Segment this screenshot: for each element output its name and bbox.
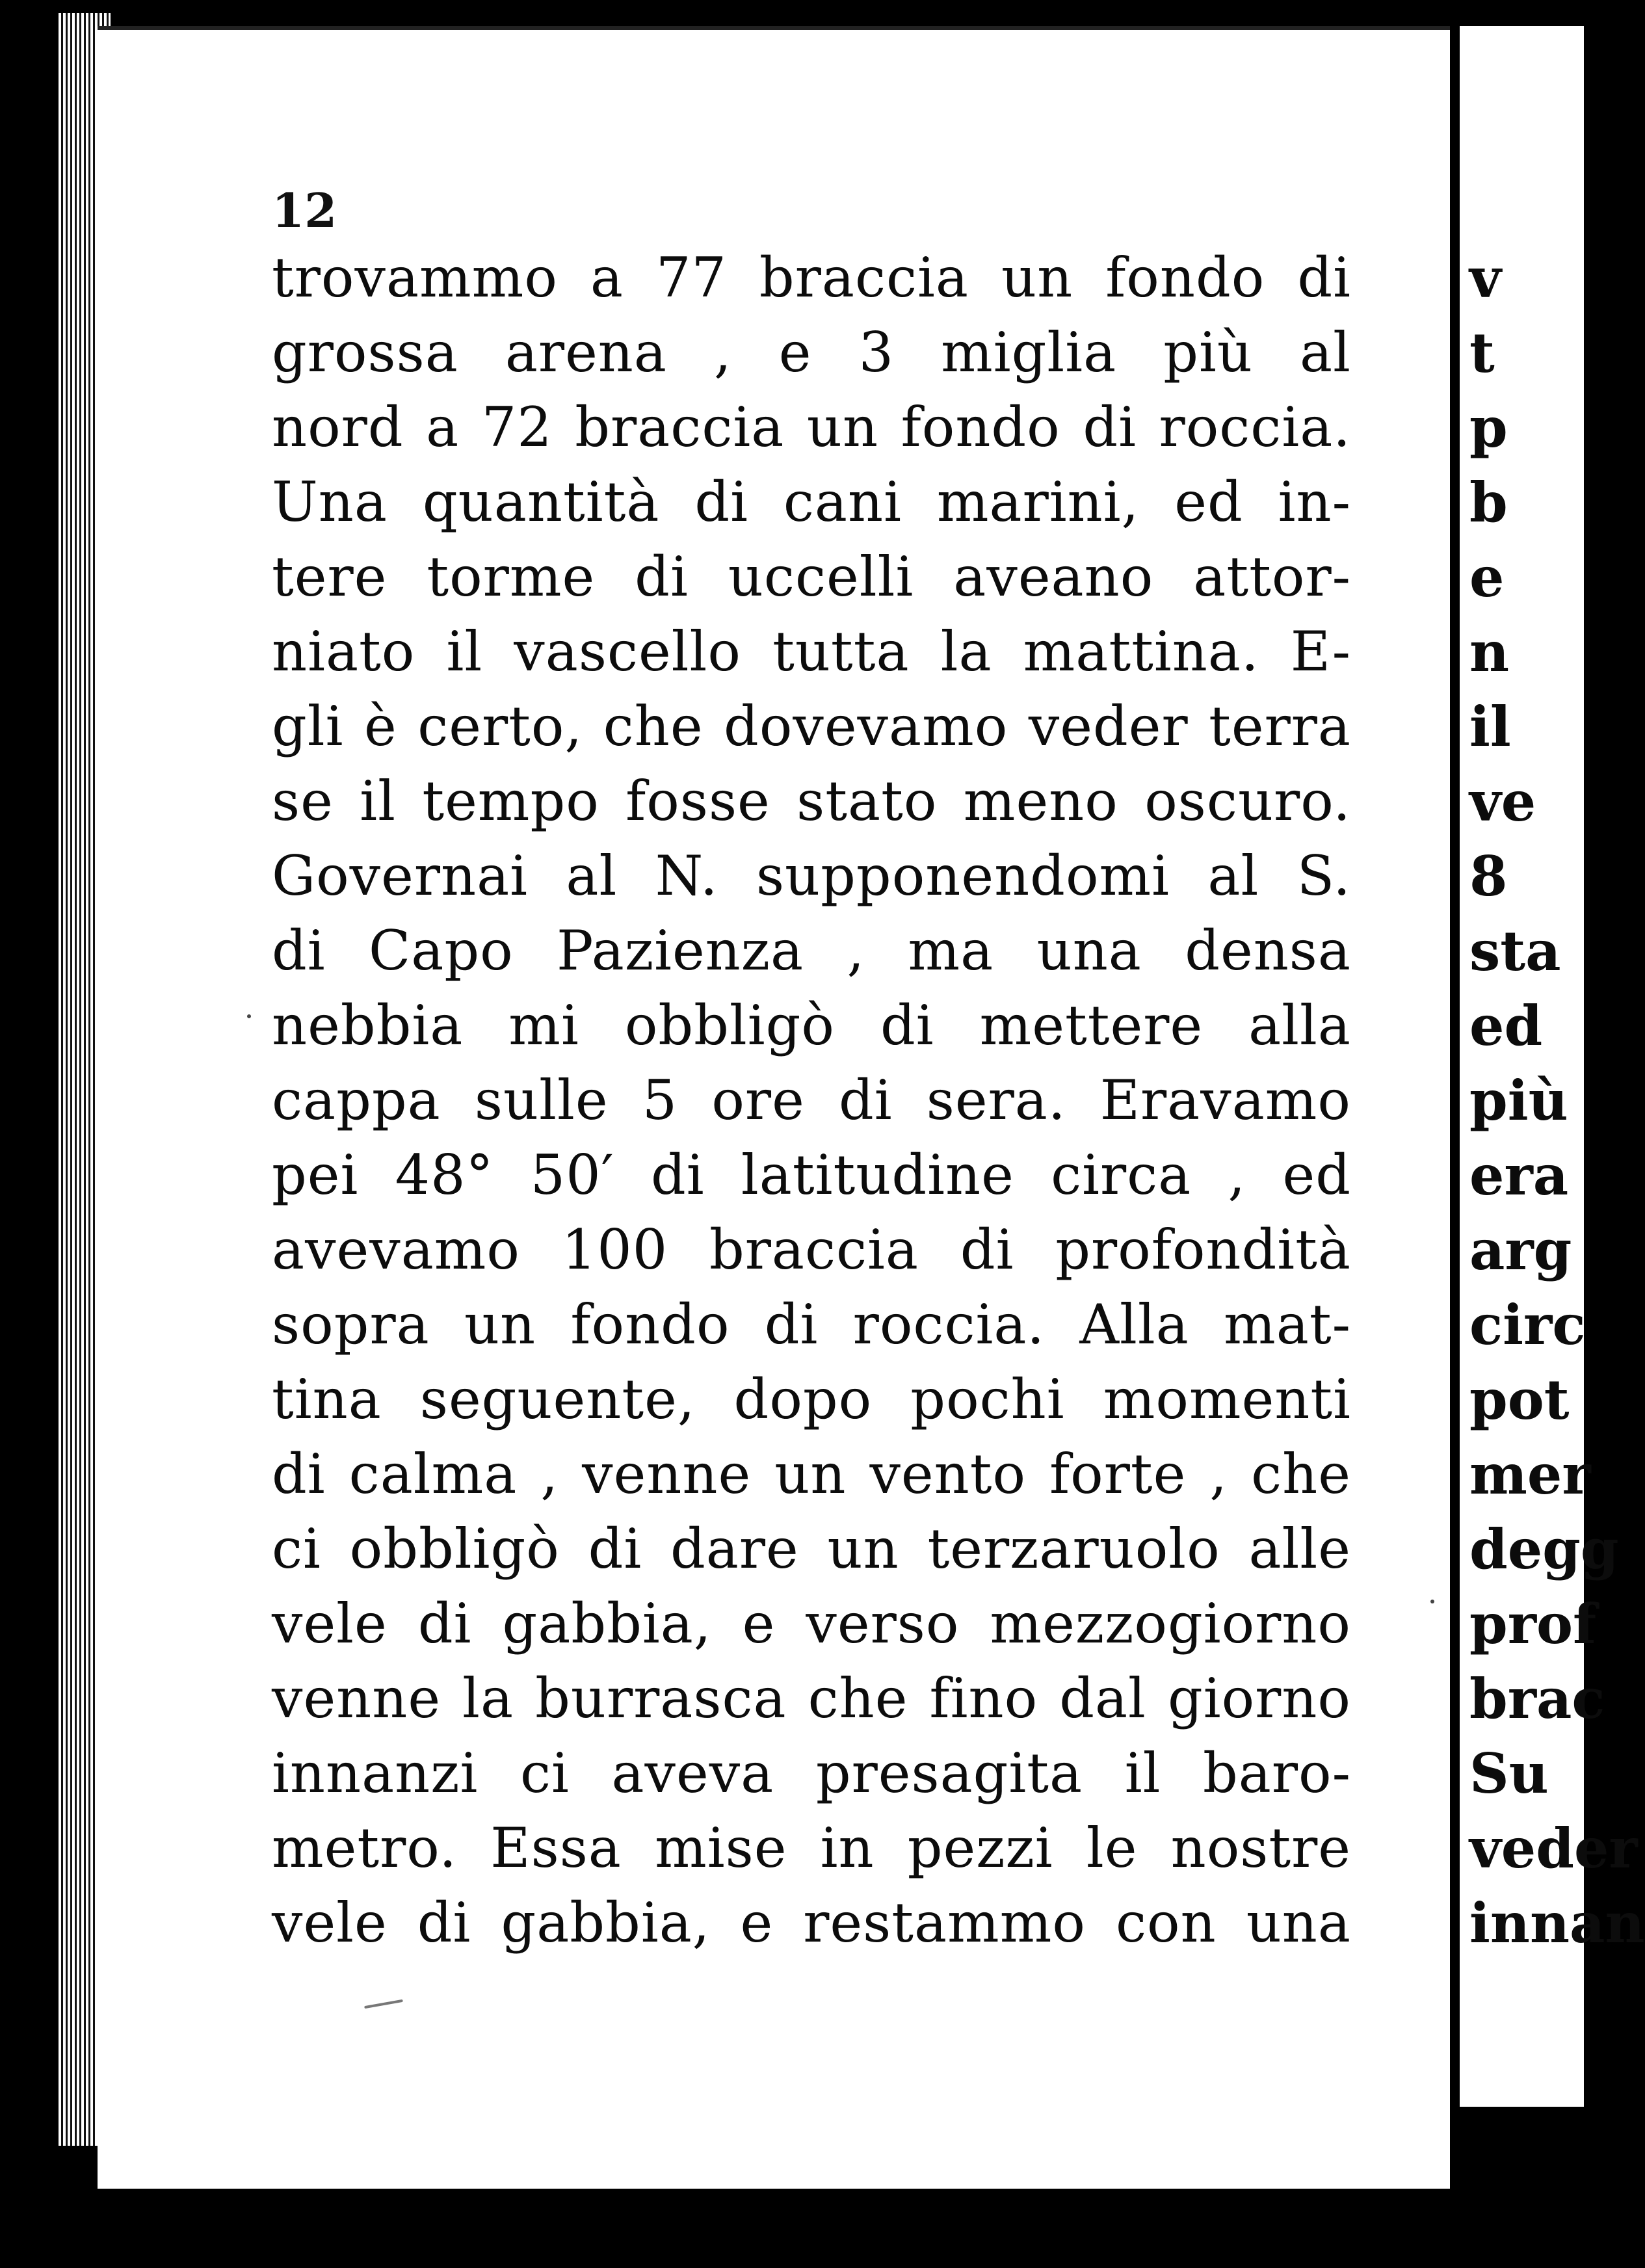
ink-speck (1430, 1600, 1434, 1603)
text-line: Una quantità di cani marini, ed in- (272, 470, 1351, 534)
facing-line: sta (1469, 919, 1561, 983)
facing-line: n (1469, 620, 1510, 684)
facing-line: il (1469, 694, 1511, 759)
body-text (272, 241, 1351, 1960)
facing-line: degg (1469, 1517, 1619, 1581)
text-line: gli è certo, che dovevamo veder terra (272, 694, 1351, 758)
text-line: tere torme di uccelli aveano attor- (272, 545, 1351, 609)
facing-line: pot (1469, 1367, 1570, 1432)
text-line: sopra un fondo di roccia. Alla mat- (272, 1293, 1351, 1356)
text-line: grossa arena , e 3 miglia più al (272, 321, 1351, 384)
facing-line: p (1469, 395, 1508, 460)
text-line: venne la burrasca che fino dal giorno (272, 1667, 1351, 1730)
facing-line: arg (1469, 1218, 1572, 1282)
text-line: nord a 72 braccia un fondo di roccia. (272, 395, 1351, 459)
text-line: di calma , venne un vento forte , che (272, 1442, 1351, 1506)
facing-line: innan (1469, 1891, 1645, 1955)
facing-line: veder (1469, 1816, 1638, 1880)
text-line: niato il vascello tutta la mattina. E- (272, 620, 1351, 683)
facing-line: mer (1469, 1442, 1591, 1507)
text-line: metro. Essa mise in pezzi le nostre (272, 1816, 1351, 1880)
facing-line: e (1469, 545, 1505, 609)
text-line: vele di gabbia, e restammo con una (272, 1891, 1351, 1955)
facing-line: v (1469, 246, 1501, 310)
facing-line: t (1469, 321, 1495, 385)
facing-line: circ (1469, 1293, 1586, 1357)
facing-line: ve (1469, 769, 1536, 834)
text-line: se il tempo fosse stato meno oscuro. (272, 769, 1351, 833)
text-line: ci obbligò di dare un terzaruolo alle (272, 1517, 1351, 1581)
text-line: nebbia mi obbligò di mettere alla (272, 994, 1351, 1057)
text-line: di Capo Pazienza , ma una densa (272, 919, 1351, 982)
facing-line: brac (1469, 1667, 1605, 1731)
facing-line: ed (1469, 994, 1543, 1058)
page-number: 12 (272, 183, 337, 238)
text-line: trovammo a 77 braccia un fondo di (272, 246, 1351, 310)
facing-line: prof (1469, 1592, 1597, 1656)
facing-page-text (1469, 241, 1645, 1960)
facing-line: più (1469, 1068, 1568, 1133)
text-line: innanzi ci aveva presagita il baro- (272, 1741, 1351, 1805)
facing-line: b (1469, 470, 1508, 534)
facing-line: Su (1469, 1741, 1549, 1806)
text-line: pei 48° 50′ di latitudine circa , ed (272, 1143, 1351, 1207)
text-line: avevamo 100 braccia di profondità (272, 1218, 1351, 1282)
text-line: tina seguente, dopo pochi momenti (272, 1367, 1351, 1431)
facing-line: era (1469, 1143, 1569, 1207)
text-line: cappa sulle 5 ore di sera. Eravamo (272, 1068, 1351, 1132)
facing-line: 8 (1469, 844, 1508, 908)
text-line: Governai al N. supponendomi al S. (272, 844, 1351, 908)
ink-speck (247, 1014, 251, 1018)
text-line: vele di gabbia, e verso mezzogiorno (272, 1592, 1351, 1655)
